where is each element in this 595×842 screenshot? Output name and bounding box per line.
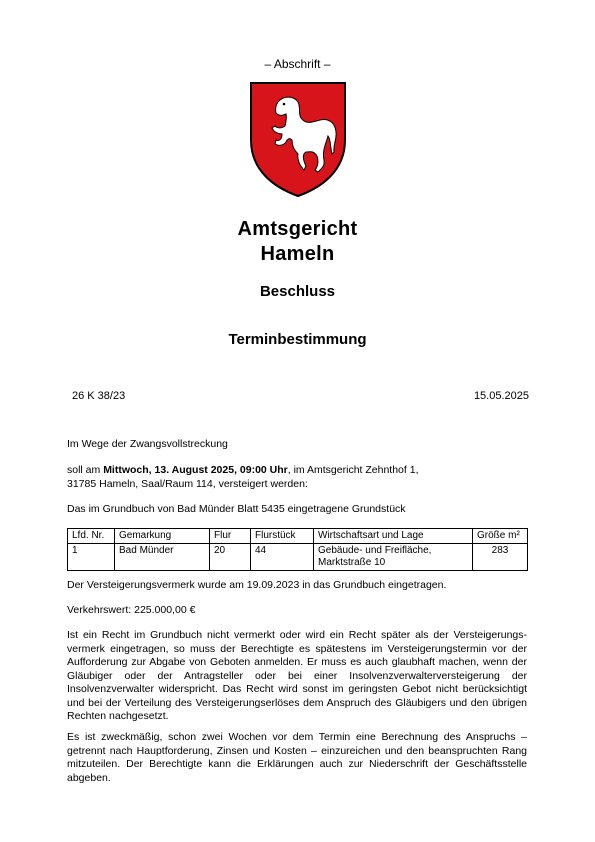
advice-paragraph: Es ist zweckmäßig, schon zwei Wochen vor dem Termin eine Berechnung des Anspruchs – getrennt nach Hauptforderung, Zinsen und Kosten – einzureichen und den beanspruchten Rang mitzuteilen. Der Berechtigte kann die Erklärungen auch zur Niederschrift der Geschäftsstelle abgeben. <box>67 731 527 784</box>
auction-pre: soll am <box>67 464 104 476</box>
col-header-number: Lfd. Nr. <box>68 529 115 544</box>
court-name-line1: Amtsgericht <box>237 218 358 240</box>
col-header-usage: Wirtschaftsart und Lage <box>314 529 473 544</box>
lower-saxony-horse-crest-icon <box>248 80 348 198</box>
cell-usage: Gebäude- und Freifläche, Marktstraße 10 <box>314 544 473 571</box>
parcel-table <box>67 528 528 571</box>
rights-paragraph: Ist ein Recht im Grundbuch nicht vermerkt oder wird ein Recht später als der Versteigerungs-vermerk eingetragen, so muss der Berechtigte es spätestens im Versteigerungstermin vor der Aufforderung zur Abgabe von Geboten anmelden. Er muss es auch glaubhaft machen, wenn der Gläubiger oder der Antragsteller oder bei einer Insolvenzverwalterversteigerung der Insolvenzverwalter widerspricht. Das Recht wird sonst im geringsten Gebot nicht berücksichtigt und bei der Verteilung des Versteigerungserlöses dem Anspruch des Gläubigers und den übrigen Rechten nachgesetzt. <box>67 629 527 722</box>
court-name <box>0 217 595 267</box>
col-header-parcel: Flurstück <box>251 529 314 544</box>
copy-label: – Abschrift – <box>264 57 331 71</box>
col-header-size: Größe m² <box>473 529 528 544</box>
registration-note: Der Versteigerungsvermerk wurde am 19.09.2023 in das Grundbuch eingetragen. <box>67 579 447 591</box>
case-reference: 26 K 38/23 <box>72 390 126 402</box>
cell-flur: 20 <box>210 544 251 571</box>
document-date: 15.05.2025 <box>473 390 529 402</box>
subject-title: Terminbestimmung <box>228 331 367 348</box>
auction-date-text <box>67 464 527 491</box>
market-value: Verkehrswert: 225.000,00 € <box>67 604 196 616</box>
cell-number: 1 <box>68 544 115 571</box>
cell-parcel: 44 <box>251 544 314 571</box>
cell-district: Bad Münder <box>115 544 210 571</box>
auction-date: Mittwoch, 13. August 2025, 09:00 Uhr <box>103 464 288 476</box>
land-register-text: Das im Grundbuch von Bad Münder Blatt 5435 eingetragene Grundstück <box>67 503 406 515</box>
col-header-district: Gemarkung <box>115 529 210 544</box>
auction-location: 31785 Hameln, Saal/Raum 114, versteigert werden: <box>67 477 308 490</box>
col-header-flur: Flur <box>210 529 251 544</box>
court-name-line2: Hameln <box>260 243 335 265</box>
table-row <box>68 544 528 571</box>
cell-size: 283 <box>473 544 528 571</box>
table-header-row <box>68 529 528 544</box>
intro-text: Im Wege der Zwangsvollstreckung <box>67 438 228 450</box>
auction-post: , im Amtsgericht Zehnthof 1, <box>287 464 419 476</box>
decision-title: Beschluss <box>259 283 336 300</box>
